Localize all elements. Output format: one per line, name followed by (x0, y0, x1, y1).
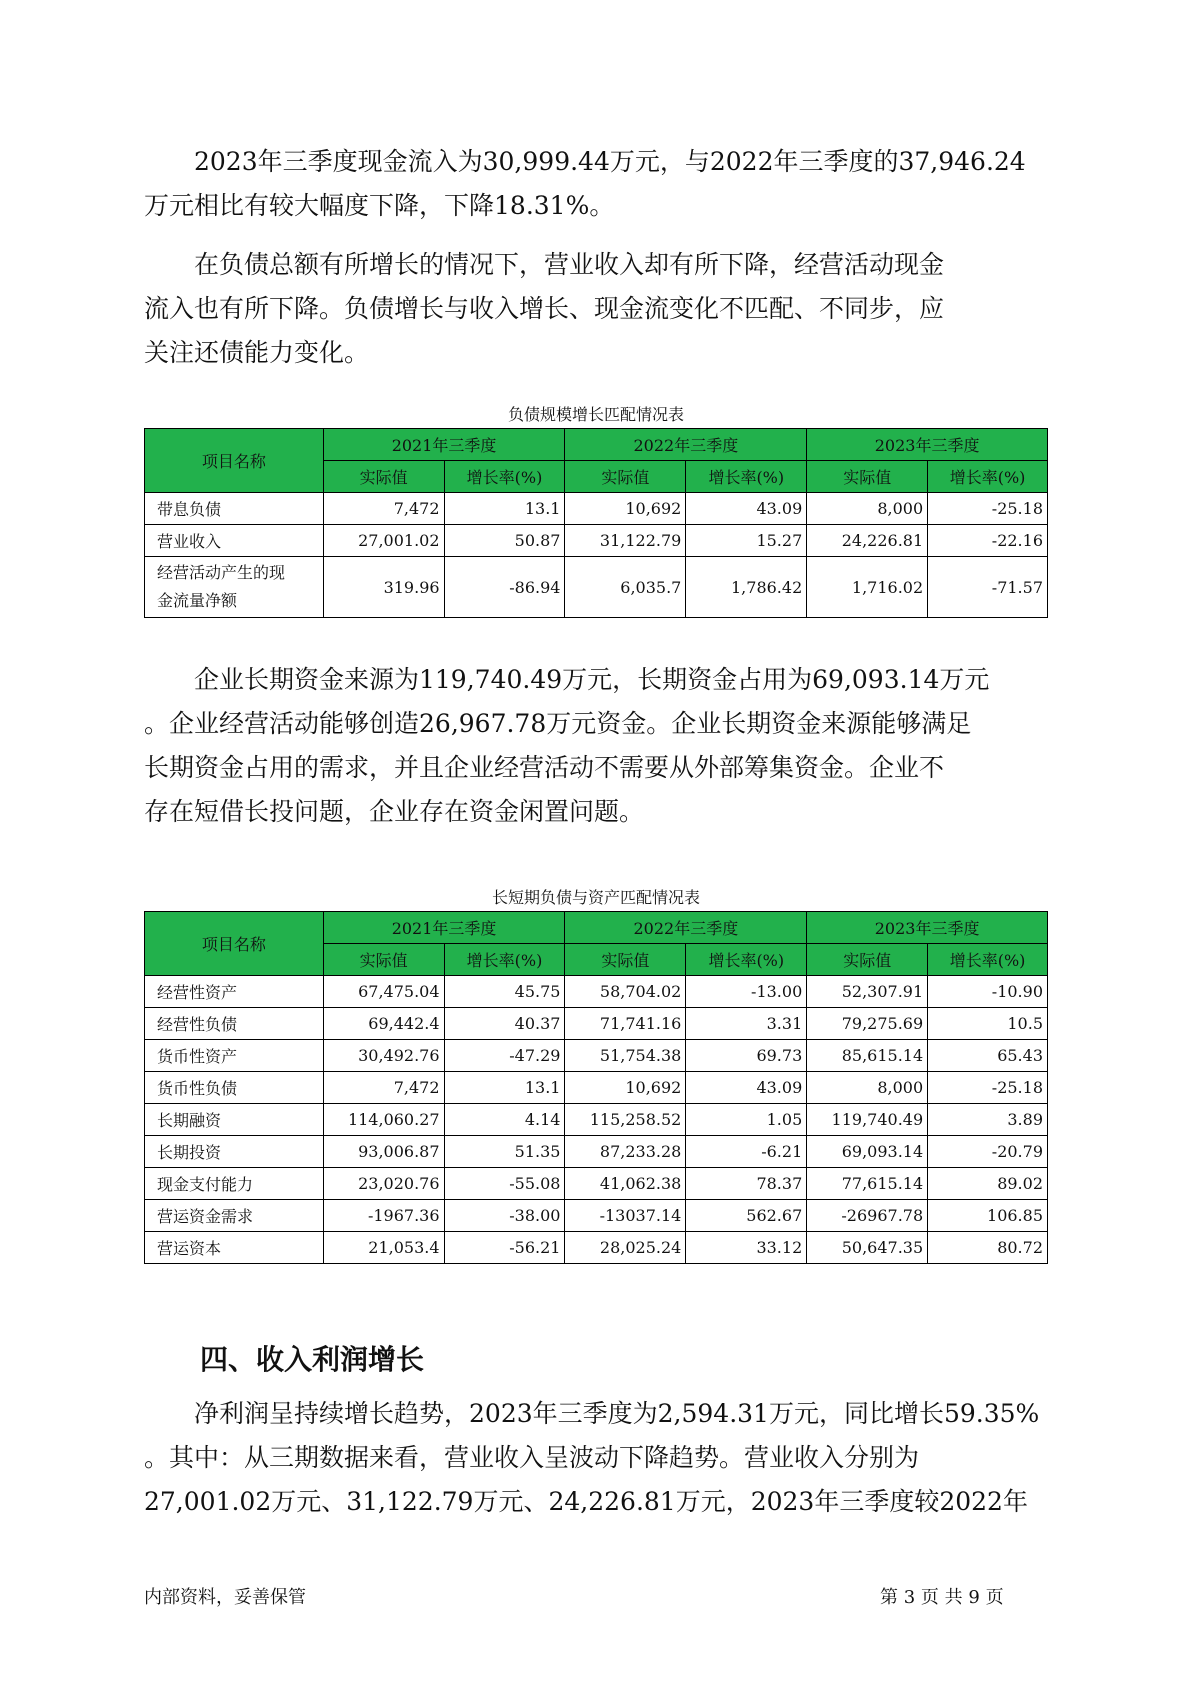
table-row (145, 1072, 1048, 1104)
cell-value: -26967.78 (807, 1200, 928, 1232)
table-row (145, 1008, 1048, 1040)
cell-value: 115,258.52 (565, 1104, 686, 1136)
cell-value: 93,006.87 (323, 1136, 444, 1168)
header-item-name: 项目名称 (145, 912, 324, 976)
cell-value: 65.43 (928, 1040, 1048, 1072)
cell-value: -20.79 (928, 1136, 1048, 1168)
row-label-line: 经营活动产生的现 (157, 563, 286, 582)
paragraph-line: 27,001.02万元、31,122.79万元、24,226.81万元，2023年三季度较2022年 (144, 1487, 1028, 1516)
row-label: 营运资金需求 (145, 1200, 324, 1232)
row-label: 长期投资 (145, 1136, 324, 1168)
cell-value: 69.73 (686, 1040, 807, 1072)
cell-value: 30,492.76 (323, 1040, 444, 1072)
row-label: 货币性资产 (145, 1040, 324, 1072)
cell-value: 43.09 (686, 493, 807, 525)
cell-value: 1,716.02 (807, 557, 928, 618)
header-growth: 增长率(%) (686, 944, 807, 976)
table-row (145, 976, 1048, 1008)
cell-value: 3.89 (928, 1104, 1048, 1136)
cell-value: 78.37 (686, 1168, 807, 1200)
cell-value: 85,615.14 (807, 1040, 928, 1072)
cell-value: -6.21 (686, 1136, 807, 1168)
page-suffix: 页 (985, 1587, 1004, 1608)
header-actual: 实际值 (323, 944, 444, 976)
cell-value: 52,307.91 (807, 976, 928, 1008)
paragraph-line: 企业长期资金来源为119,740.49万元，长期资金占用为69,093.14万元 (194, 665, 990, 694)
page-current: 3 (903, 1587, 916, 1608)
cell-value: 41,062.38 (565, 1168, 686, 1200)
header-period: 2023年三季度 (807, 429, 1048, 461)
debt-asset-match-table (144, 911, 1048, 1264)
cell-value: 50,647.35 (807, 1232, 928, 1264)
cell-value: 1.05 (686, 1104, 807, 1136)
paragraph-long-term-funds (144, 658, 1069, 834)
row-label: 经营性资产 (145, 976, 324, 1008)
cell-value: 319.96 (323, 557, 444, 618)
cell-value: 71,741.16 (565, 1008, 686, 1040)
cell-value: 51,754.38 (565, 1040, 686, 1072)
cell-value: 28,025.24 (565, 1232, 686, 1264)
cell-value: 40.37 (444, 1008, 565, 1040)
cell-value: 8,000 (807, 493, 928, 525)
cell-value: 80.72 (928, 1232, 1048, 1264)
row-label: 营运资本 (145, 1232, 324, 1264)
cell-value: 1,786.42 (686, 557, 807, 618)
cell-value: 51.35 (444, 1136, 565, 1168)
table-row (145, 493, 1048, 525)
paragraph-line: 净利润呈持续增长趋势，2023年三季度为2,594.31万元，同比增长59.35% (194, 1399, 1040, 1428)
header-actual: 实际值 (807, 944, 928, 976)
header-growth: 增长率(%) (928, 461, 1048, 493)
cell-value: 10,692 (565, 1072, 686, 1104)
cell-value: 13.1 (444, 493, 565, 525)
header-period: 2022年三季度 (565, 912, 807, 944)
paragraph-line: 2023年三季度现金流入为30,999.44万元，与2022年三季度的37,946.24 (194, 147, 1026, 176)
cell-value: 79,275.69 (807, 1008, 928, 1040)
section-heading: 四、收入利润增长 (200, 1343, 425, 1376)
paragraph-debt-growth (144, 243, 1069, 375)
page-prefix: 第 (880, 1587, 898, 1608)
header-period: 2022年三季度 (565, 429, 807, 461)
cell-value: 23,020.76 (323, 1168, 444, 1200)
header-growth: 增长率(%) (444, 944, 565, 976)
cell-value: 43.09 (686, 1072, 807, 1104)
row-label: 经营性负债 (145, 1008, 324, 1040)
row-label (145, 557, 324, 618)
cell-value: 15.27 (686, 525, 807, 557)
table-row (145, 1232, 1048, 1264)
paragraph-line: 在负债总额有所增长的情况下，营业收入却有所下降，经营活动现金 (194, 250, 945, 279)
page-total: 9 (968, 1587, 980, 1608)
row-label-line: 金流量净额 (157, 591, 238, 610)
header-period: 2023年三季度 (807, 912, 1048, 944)
cell-value: -22.16 (928, 525, 1048, 557)
header-growth: 增长率(%) (444, 461, 565, 493)
table-row (145, 1040, 1048, 1072)
cell-value: 69,442.4 (323, 1008, 444, 1040)
cell-value: 27,001.02 (323, 525, 444, 557)
paragraph-line: 。企业经营活动能够创造26,967.78万元资金。企业长期资金来源能够满足 (144, 709, 972, 738)
header-actual: 实际值 (565, 944, 686, 976)
cell-value: 10.5 (928, 1008, 1048, 1040)
table-caption: 负债规模增长匹配情况表 (507, 405, 684, 424)
header-period: 2021年三季度 (323, 429, 565, 461)
row-label: 带息负债 (145, 493, 324, 525)
cell-value: 562.67 (686, 1200, 807, 1232)
cell-value: 24,226.81 (807, 525, 928, 557)
paragraph-line: 流入也有所下降。负债增长与收入增长、现金流变化不匹配、不同步，应 (144, 294, 945, 323)
cell-value: 3.31 (686, 1008, 807, 1040)
row-label: 营业收入 (145, 525, 324, 557)
paragraph-cash-inflow (144, 140, 1069, 228)
paragraph-line: 。其中：从三期数据来看，营业收入呈波动下降趋势。营业收入分别为 (144, 1443, 920, 1472)
cell-value: -25.18 (928, 493, 1048, 525)
footer-page-number (880, 1583, 1004, 1609)
footer-confidential: 内部资料，妥善保管 (144, 1587, 306, 1608)
cell-value: 77,615.14 (807, 1168, 928, 1200)
header-period: 2021年三季度 (323, 912, 565, 944)
cell-value: -10.90 (928, 976, 1048, 1008)
table-row (145, 525, 1048, 557)
page-mid: 页 共 (920, 1587, 963, 1608)
cell-value: 50.87 (444, 525, 565, 557)
table-row (145, 1168, 1048, 1200)
cell-value: 8,000 (807, 1072, 928, 1104)
cell-value: 7,472 (323, 493, 444, 525)
row-label: 现金支付能力 (145, 1168, 324, 1200)
cell-value: -47.29 (444, 1040, 565, 1072)
header-growth: 增长率(%) (928, 944, 1048, 976)
cell-value: 58,704.02 (565, 976, 686, 1008)
cell-value: 7,472 (323, 1072, 444, 1104)
header-growth: 增长率(%) (686, 461, 807, 493)
paragraph-line: 万元相比有较大幅度下降，下降18.31%。 (144, 191, 615, 220)
table-row (145, 1136, 1048, 1168)
cell-value: -38.00 (444, 1200, 565, 1232)
cell-value: 4.14 (444, 1104, 565, 1136)
cell-value: 21,053.4 (323, 1232, 444, 1264)
cell-value: 119,740.49 (807, 1104, 928, 1136)
table-row (145, 1104, 1048, 1136)
cell-value: -55.08 (444, 1168, 565, 1200)
row-label: 货币性负债 (145, 1072, 324, 1104)
cell-value: -56.21 (444, 1232, 565, 1264)
cell-value: 6,035.7 (565, 557, 686, 618)
cell-value: 67,475.04 (323, 976, 444, 1008)
cell-value: -86.94 (444, 557, 565, 618)
cell-value: 69,093.14 (807, 1136, 928, 1168)
cell-value: 13.1 (444, 1072, 565, 1104)
cell-value: -25.18 (928, 1072, 1048, 1104)
cell-value: -13037.14 (565, 1200, 686, 1232)
header-item-name: 项目名称 (145, 429, 324, 493)
cell-value: 87,233.28 (565, 1136, 686, 1168)
paragraph-line: 存在短借长投问题，企业存在资金闲置问题。 (144, 797, 645, 826)
cell-value: 10,692 (565, 493, 686, 525)
debt-scale-table (144, 428, 1048, 618)
table-row (145, 1200, 1048, 1232)
header-actual: 实际值 (565, 461, 686, 493)
paragraph-profit-growth (144, 1392, 1069, 1524)
paragraph-line: 长期资金占用的需求，并且企业经营活动不需要从外部筹集资金。企业不 (144, 753, 945, 782)
cell-value: -1967.36 (323, 1200, 444, 1232)
table-caption: 长短期负债与资产匹配情况表 (491, 888, 700, 907)
cell-value: -13.00 (686, 976, 807, 1008)
table-row (145, 557, 1048, 618)
cell-value: 106.85 (928, 1200, 1048, 1232)
cell-value: 114,060.27 (323, 1104, 444, 1136)
cell-value: 31,122.79 (565, 525, 686, 557)
header-actual: 实际值 (323, 461, 444, 493)
cell-value: 89.02 (928, 1168, 1048, 1200)
header-actual: 实际值 (807, 461, 928, 493)
paragraph-line: 关注还债能力变化。 (144, 338, 370, 367)
cell-value: -71.57 (928, 557, 1048, 618)
row-label: 长期融资 (145, 1104, 324, 1136)
cell-value: 33.12 (686, 1232, 807, 1264)
cell-value: 45.75 (444, 976, 565, 1008)
